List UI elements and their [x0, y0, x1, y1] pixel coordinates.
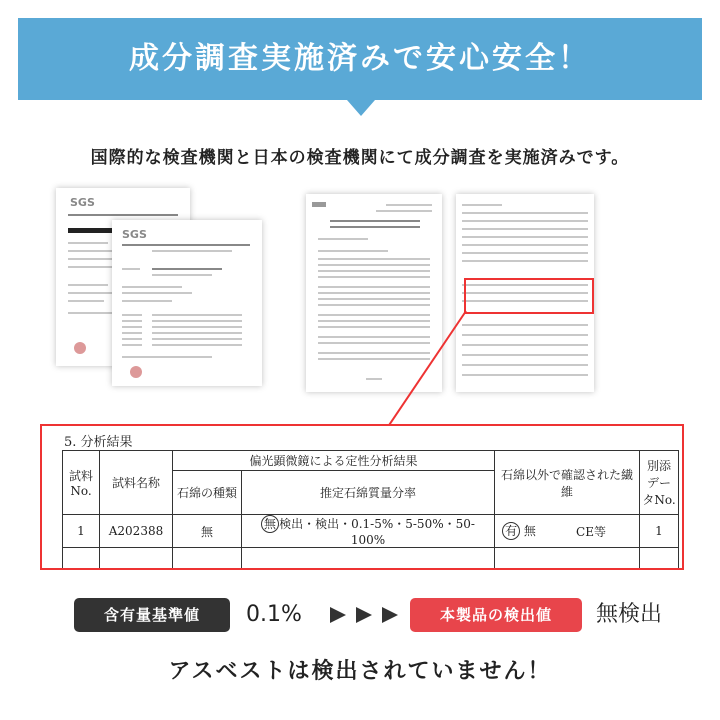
- seal-icon: [130, 366, 142, 378]
- circled-none: 無: [261, 515, 279, 533]
- cell-fiber-presence: [495, 515, 544, 548]
- triple-arrow-icon: [330, 605, 402, 625]
- cell-type: 無: [173, 515, 242, 548]
- fiber-none: 無: [523, 524, 536, 538]
- closing-statement: アスベストは検出されていません！: [168, 659, 552, 684]
- results-table: [62, 450, 679, 570]
- header-sample-name: 試料名称: [100, 451, 173, 515]
- header-polarized: 偏光顕微鏡による定性分析結果: [173, 451, 495, 471]
- cell-no: 1: [63, 515, 100, 548]
- sgs-report-front: [112, 220, 262, 386]
- header-banner: [18, 18, 702, 100]
- standard-value: 0.1%: [246, 602, 302, 627]
- header-appendix: 別添データNo.: [640, 451, 679, 515]
- cell-appendix: 1: [640, 515, 679, 548]
- cell-ratio: [242, 515, 495, 548]
- cell-name: A202388: [100, 515, 173, 548]
- product-value: 無検出: [596, 602, 663, 627]
- banner-title: 成分調査実施済みで安心安全！: [129, 41, 591, 76]
- sgs-logo: SGS: [70, 196, 95, 209]
- header-mass-ratio: 推定石綿質量分率: [242, 471, 495, 515]
- summary-row: [0, 598, 720, 634]
- circled-present: 有: [502, 522, 520, 540]
- banner-pointer: [347, 100, 375, 116]
- analysis-results-zoom: [40, 424, 684, 570]
- results-heading: 5. 分析結果: [64, 435, 133, 450]
- table-row: [63, 548, 679, 570]
- highlight-box: [464, 278, 594, 314]
- sgs-logo: SGS: [122, 228, 147, 241]
- header-other-fibers: 石綿以外で確認された繊維: [495, 451, 640, 515]
- subtitle: 国際的な検査機関と日本の検査機関にて成分調査を実施済みです。: [90, 148, 630, 168]
- ratio-options: 検出・検出・0.1-5%・5-50%・50-100%: [279, 517, 475, 547]
- table-row: [63, 515, 679, 548]
- product-label-badge: 本製品の検出値: [410, 598, 582, 632]
- table-row: [63, 570, 679, 571]
- seal-icon: [74, 342, 86, 354]
- cell-fiber-name: CE等: [543, 515, 640, 548]
- header-sample-no: 試料No.: [63, 451, 100, 515]
- standard-label-badge: 含有量基準値: [74, 598, 230, 632]
- header-asbestos-type: 石綿の種類: [173, 471, 242, 515]
- japanese-report: [306, 194, 442, 392]
